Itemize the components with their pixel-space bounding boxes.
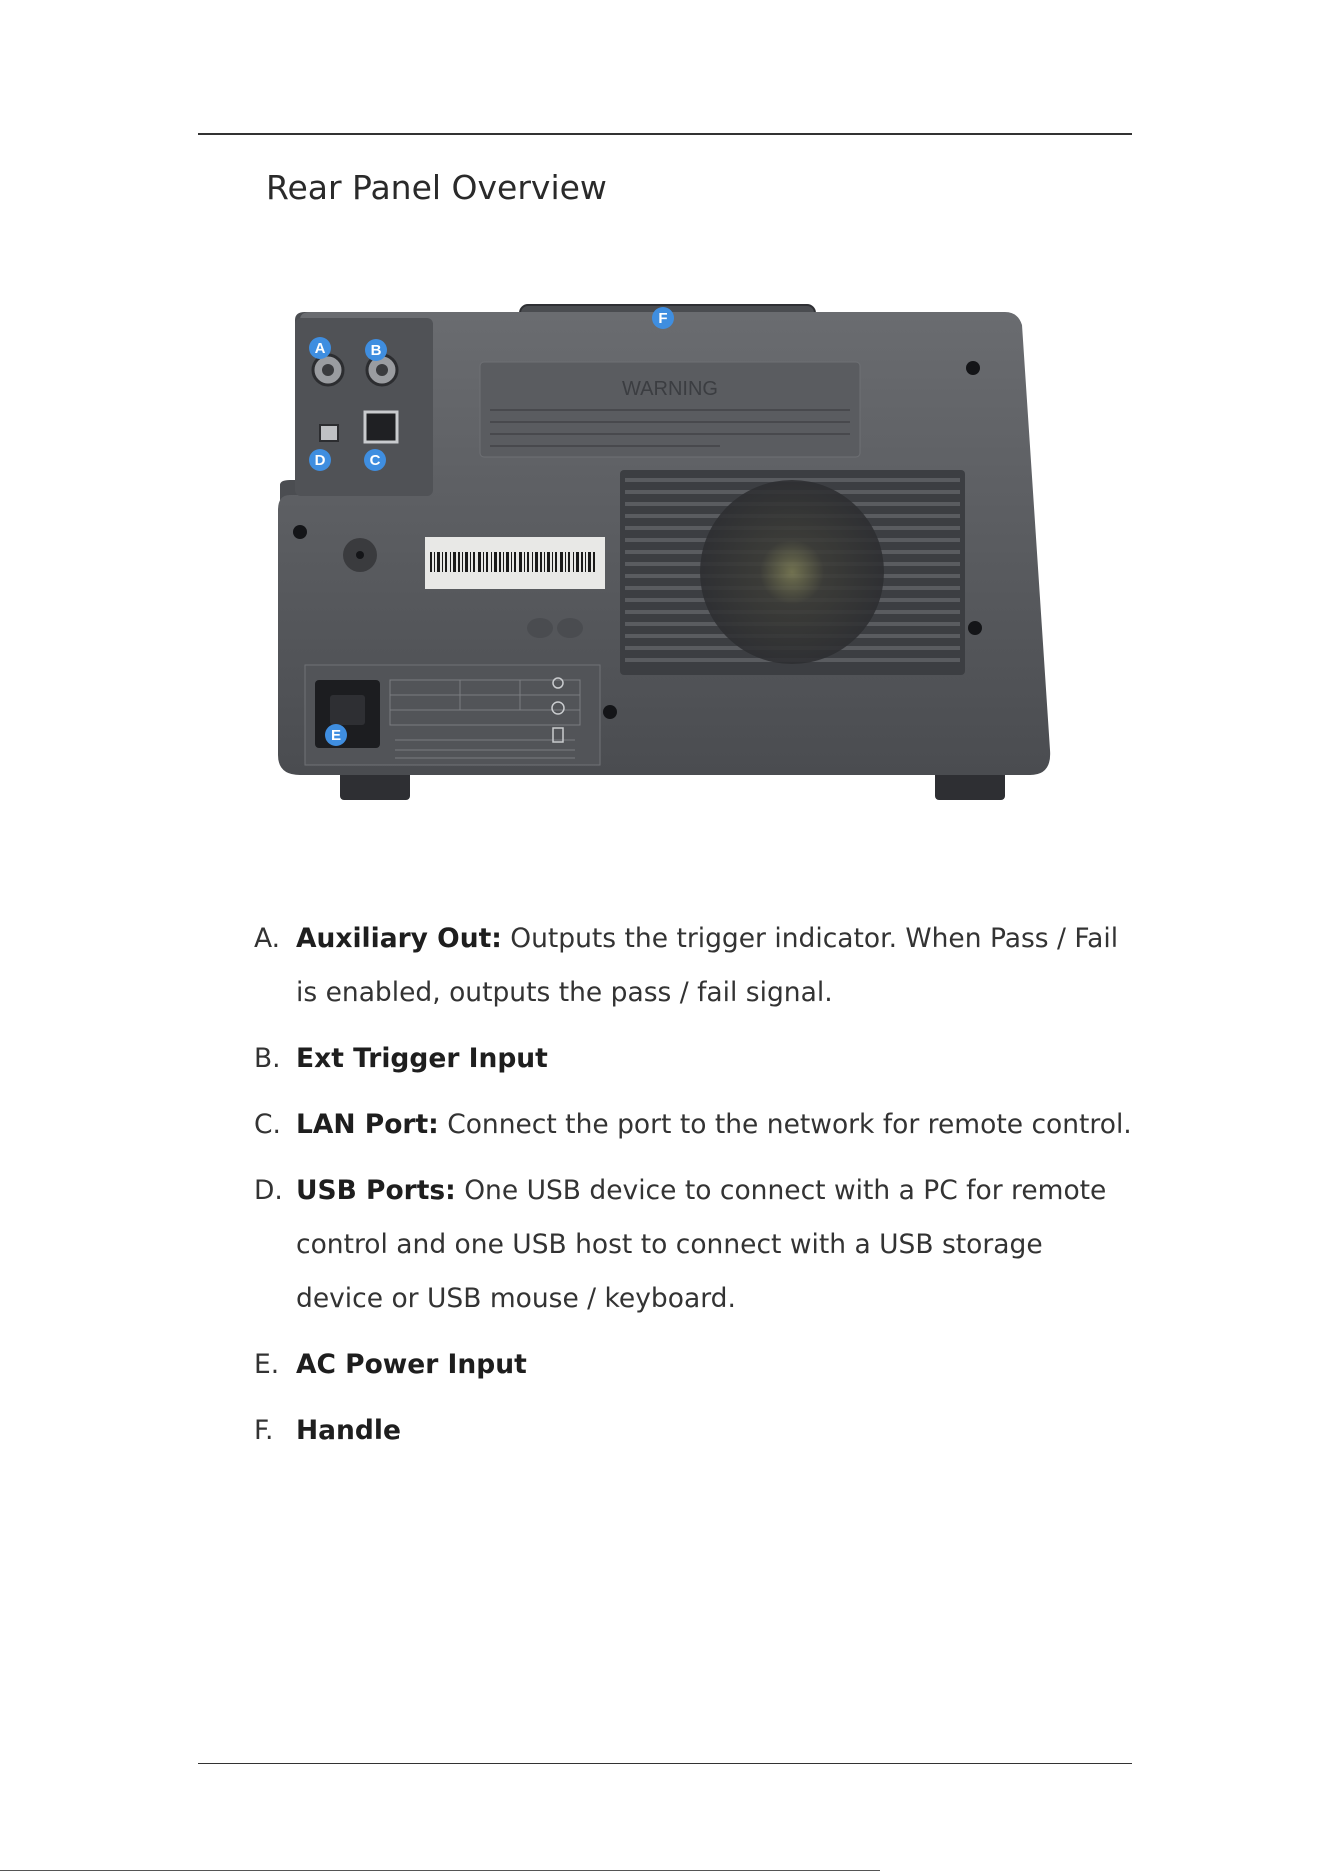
svg-text:A: A [314, 340, 326, 357]
callout-badge-a [309, 337, 331, 359]
item-term: USB Ports: [296, 1175, 456, 1206]
screw-hole [603, 705, 617, 719]
item-letter: D. [254, 1175, 283, 1206]
list-item [254, 1098, 1134, 1152]
list-item [254, 1032, 1134, 1086]
footer-rule [198, 1763, 1132, 1764]
rear-panel-photo [270, 300, 1060, 820]
svg-text:C: C [369, 452, 381, 469]
item-text: Outputs the trigger indicator. When Pass / Fail is enabled, outputs the pass / fail signal. [296, 923, 1119, 1008]
callout-badge-f [652, 307, 674, 329]
usb-port [320, 425, 338, 441]
page-title: Rear Panel Overview [266, 168, 607, 207]
page-edge-rule [0, 1870, 880, 1871]
screw-hole [293, 525, 307, 539]
item-letter: B. [254, 1043, 281, 1074]
callout-badge-c [364, 449, 386, 471]
item-text: Connect the port to the network for remote control. [438, 1109, 1132, 1140]
svg-text:B: B [370, 342, 382, 359]
item-letter: A. [254, 923, 281, 954]
item-term: Ext Trigger Input [296, 1043, 548, 1074]
item-letter: F. [254, 1415, 274, 1446]
warning-label: WARNING [622, 378, 718, 400]
list-item [254, 1338, 1134, 1392]
svg-text:D: D [314, 452, 326, 469]
item-text: One USB device to connect with a PC for remote control and one USB host to connect with a USB storage device or USB mouse / keyboard. [296, 1175, 1107, 1314]
list-item [254, 912, 1134, 1020]
item-term: Auxiliary Out: [296, 923, 502, 954]
list-item [254, 1164, 1134, 1326]
list-item [254, 1404, 1134, 1458]
callout-descriptions [254, 912, 1134, 1470]
callout-badge-b [365, 339, 387, 361]
item-term: Handle [296, 1415, 401, 1446]
callout-badge-e [325, 724, 347, 746]
callout-badge-d [309, 449, 331, 471]
item-letter: E. [254, 1349, 280, 1380]
fan [700, 480, 884, 664]
item-term: LAN Port: [296, 1109, 439, 1140]
screw-hole [966, 361, 980, 375]
item-term: AC Power Input [296, 1349, 527, 1380]
header-rule [198, 133, 1132, 135]
svg-text:E: E [330, 727, 342, 744]
svg-text:F: F [658, 310, 668, 327]
item-letter: C. [254, 1109, 281, 1140]
screw-hole [968, 621, 982, 635]
lan-port [365, 412, 397, 442]
